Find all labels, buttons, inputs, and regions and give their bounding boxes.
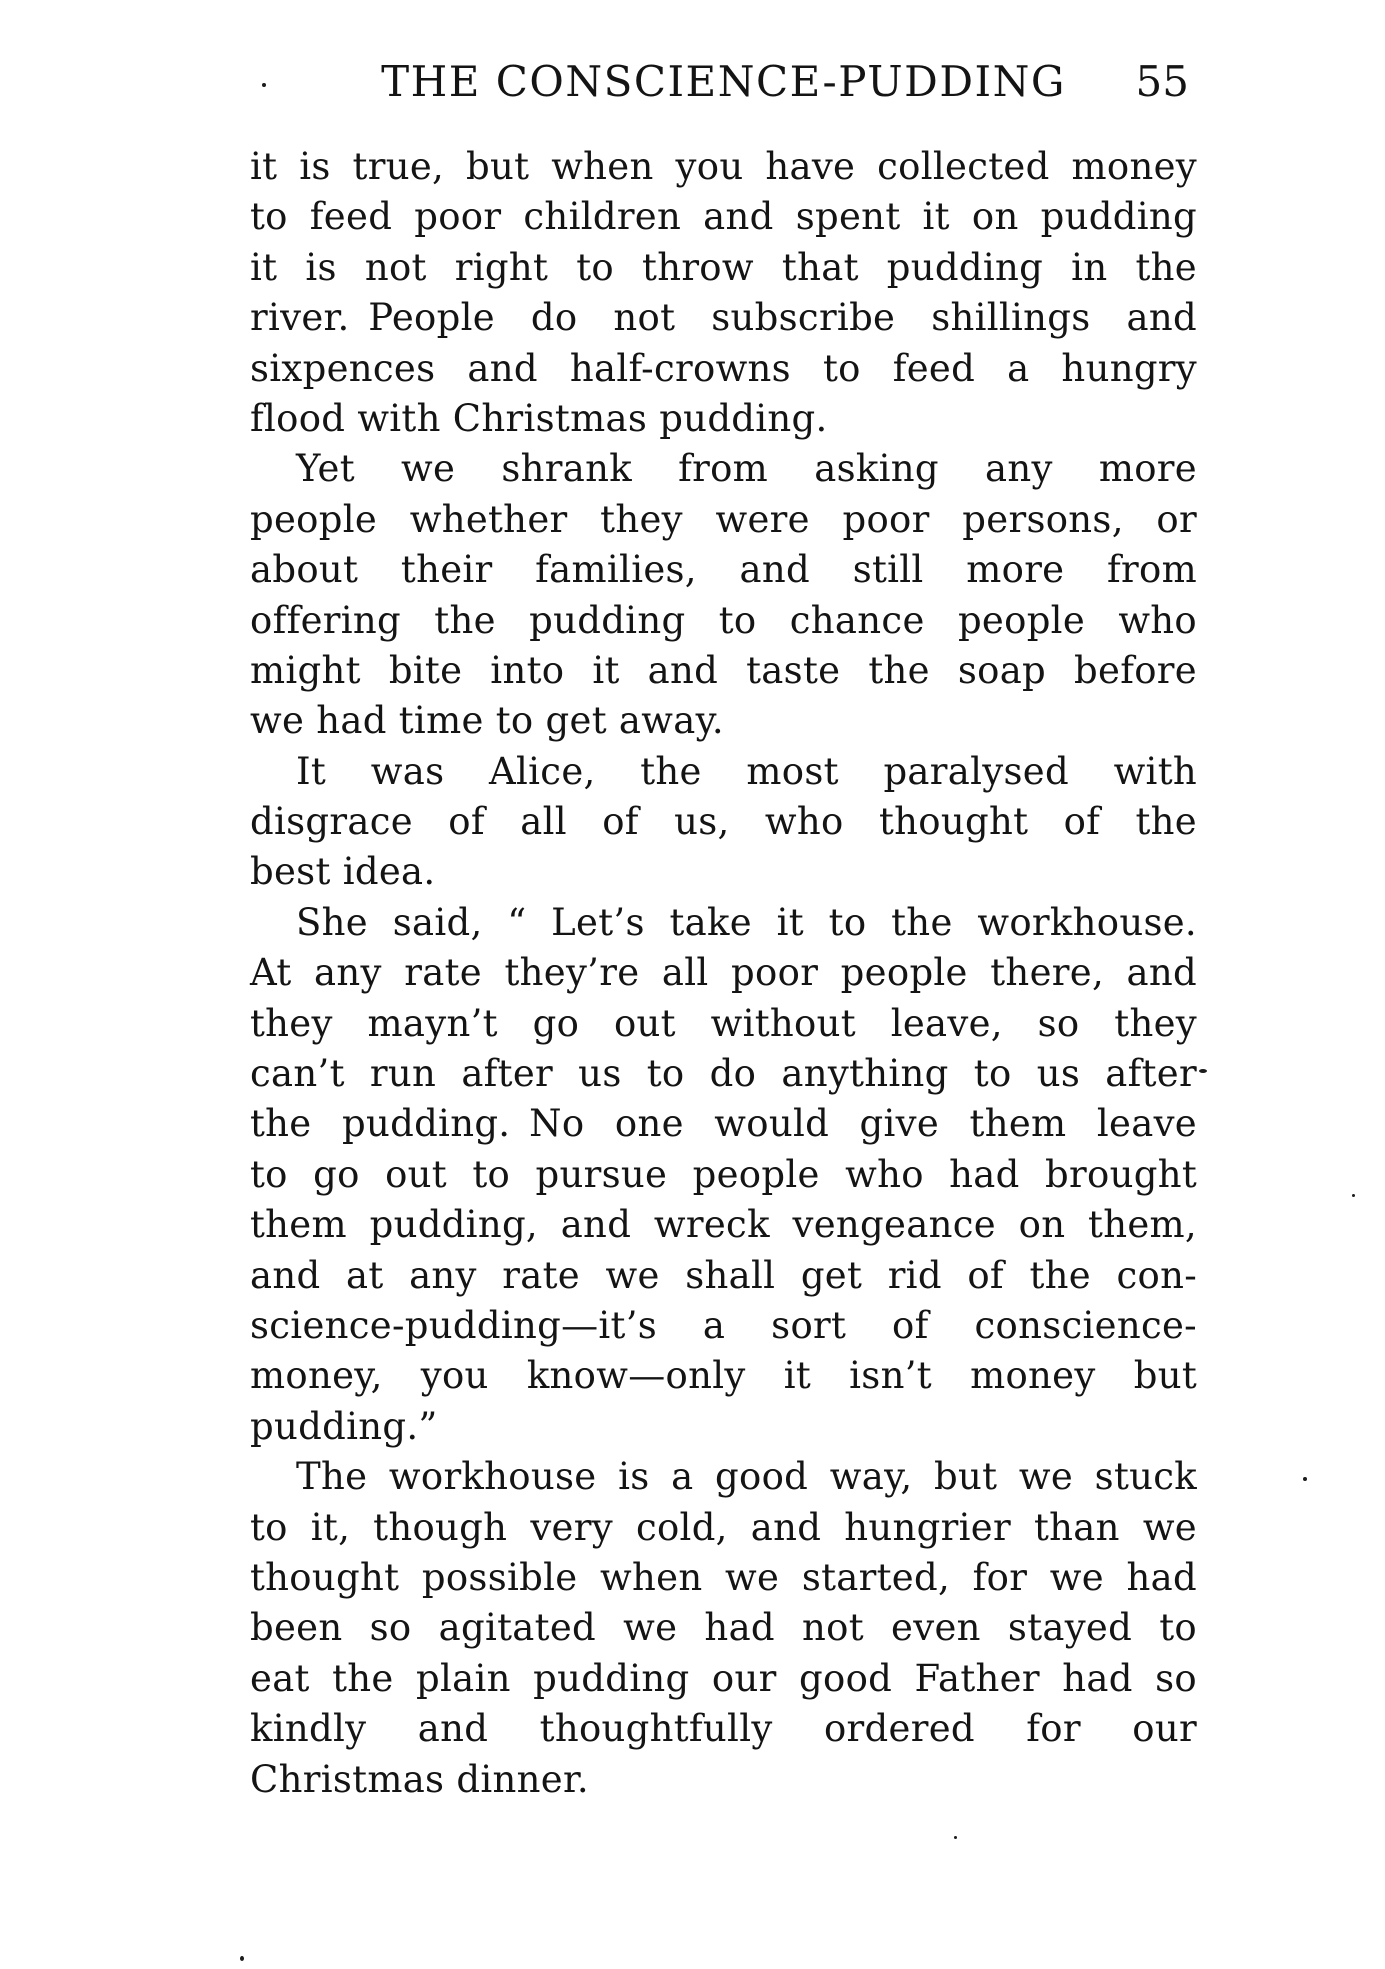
text-line: they mayn’t go out without leave, so they (250, 1001, 1197, 1045)
text-line: them pudding, and wreck vengeance on them, (250, 1203, 1197, 1247)
text-line: eat the plain pudding our good Father had so (250, 1656, 1197, 1700)
header-title: THE CONSCIENCE-PUDDING (381, 57, 1066, 106)
noise-speck (262, 83, 266, 87)
noise-speck (1199, 1069, 1207, 1073)
paragraph (250, 1452, 1197, 1805)
paragraph (250, 898, 1197, 1452)
text-line: offering the pudding to chance people who (250, 598, 1197, 642)
text-line: to feed poor children and spent it on pudding (250, 195, 1197, 239)
text-line: about their families, and still more from (250, 548, 1197, 592)
text-line: can’t run after us to do anything to us after (250, 1052, 1197, 1096)
noise-speck (1352, 1194, 1355, 1197)
text-line: people whether they were poor persons, or (250, 497, 1197, 541)
text-line: and at any rate we shall get rid of the con- (250, 1253, 1197, 1297)
running-header (250, 56, 1197, 108)
text-line: might bite into it and taste the soap before (250, 648, 1197, 692)
text-line: She said, “ Let’s take it to the workhouse. (296, 900, 1197, 944)
text-line: At any rate they’re all poor people there, and (250, 951, 1197, 995)
text-line: thought possible when we started, for we had (250, 1555, 1197, 1599)
text-line: it is true, but when you have collected money (250, 145, 1197, 188)
text-line: money, you know—only it isn’t money but (250, 1354, 1197, 1398)
text-line: Christmas dinner. (250, 1757, 589, 1801)
noise-speck (954, 1836, 957, 1839)
noise-speck (1303, 1477, 1307, 1481)
body-text (250, 142, 1197, 1805)
text-line: pudding.” (250, 1404, 438, 1448)
noise-speck (240, 1956, 244, 1961)
text-line: the pudding. No one would give them leave (250, 1102, 1197, 1146)
text-line: science-pudding—it’s a sort of conscience- (250, 1303, 1197, 1347)
text-line: It was Alice, the most paralysed with (296, 749, 1197, 793)
text-line: disgrace of all of us, who thought of the (250, 800, 1197, 844)
text-line: it is not right to throw that pudding in the (250, 245, 1197, 289)
text-line: we had time to get away. (250, 699, 724, 743)
text-line: The workhouse is a good way, but we stuck (296, 1455, 1197, 1499)
text-line: Yet we shrank from asking any more (296, 447, 1197, 491)
text-line: to it, though very cold, and hungrier than we (250, 1505, 1197, 1549)
paragraph (250, 444, 1197, 746)
paragraph (250, 747, 1197, 898)
text-line: flood with Christmas pudding. (250, 396, 828, 440)
text-line: to go out to pursue people who had brought (250, 1152, 1197, 1196)
text-line: kindly and thoughtfully ordered for our (250, 1707, 1197, 1751)
text-line: been so agitated we had not even stayed to (250, 1606, 1197, 1650)
text-line: sixpences and half-crowns to feed a hungry (250, 346, 1197, 390)
text-line: best idea. (250, 850, 436, 894)
paragraph (250, 142, 1197, 444)
page-number: 55 (1135, 57, 1189, 106)
text-line: river. People do not subscribe shillings and (250, 296, 1197, 340)
